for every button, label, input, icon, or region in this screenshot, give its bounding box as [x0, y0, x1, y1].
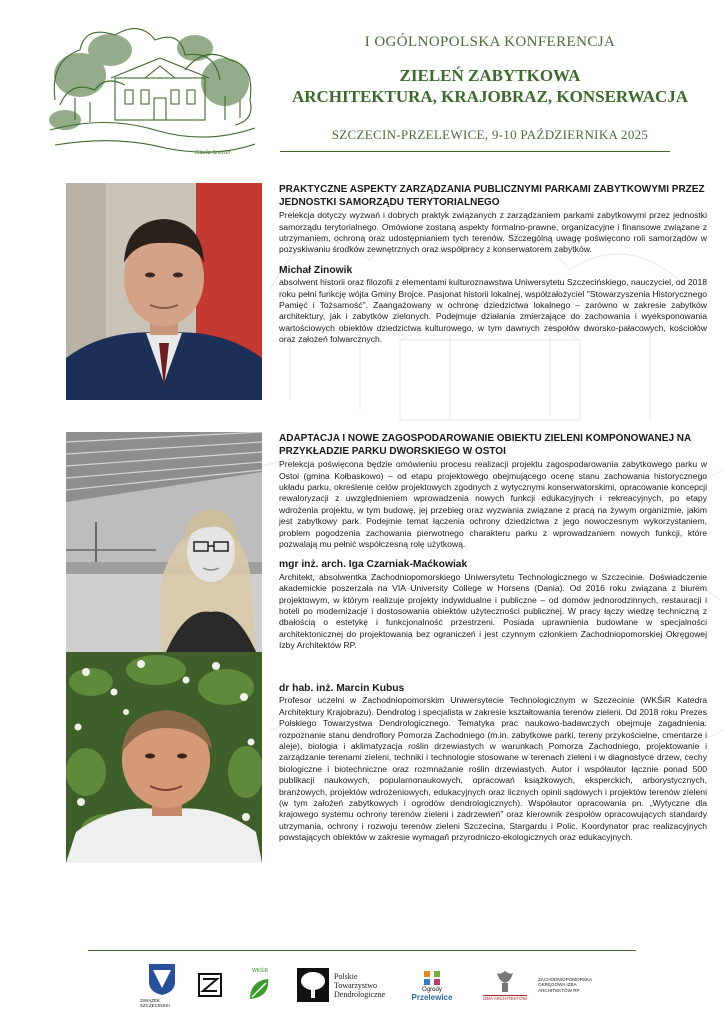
speaker-name: dr hab. inż. Marcin Kubus: [279, 683, 405, 694]
conference-title-line2: ARCHITEKTURA, KRAJOBRAZ, KONSERWACJA: [291, 87, 689, 106]
speaker-bio: absolwent historii oraz filozofii z elementami kulturoznawstwa Uniwersytetu Szczecińskiego, nauczyciel, od 2018 roku pełni funkcję wójta Gminy Brojce. Pasjonat historii lokalnej, współzałożyciel "Stowarzyszenia Historycznego Pamięć i Tożsamość". Zaangażowany w ochronę dziedzictwa lokalnego – zarówno w zakresie zabytków architektury, jak i zabytków zielonych. Podejmuje działania zmierzające do zachowania i wyeksponowania wartościowych obiektów dziedzictwa kulturowego, w tym dawnych zespołów dworsko-pałacowych, kościołów oraz założeń folwarcznych.: [279, 277, 707, 345]
speaker-bio: Profesor uczelni w Zachodniopomorskim Uniwersytecie Technologicznym w Szczecinie (WKŚiR Katedra Architektury Krajobrazu). Dendrolog i specjalista w zakresie kształtowania terenów zieleni. Od 2018 roku Prezes Polskiego Towarzystwa Dendrologicznego. Tematyka prac naukowo-badawczych obejmuje zagadnienia: rozpoznanie stanu dendroflory Pomorza Zachodniego (m.in. zabytkowe parki, tereny przykościelne, cmentarze i aleje), biologia i aklimatyzacja roślin drzewiastych w warunkach Pomorza Zachodniego, projektowanie i zarządzanie terenami zieleni, techniki i technologie stosowane w terenach zieleni i w diagnostyce drzew, cechy biologiczne i biotechniczne oraz rozmnażanie roślin drzewiastych. Autor i współautor łącznie ponad 500 publikacji naukowych, popularnonaukowych, opracowań książkowych, eksperckich, arborystycznych, branżowych, projektów wdrożeniowych, edukacyjnych oraz licznych opinii sądowych i projektów terenów zieleni (w tym założeń zabytkowych i ogrodów dendrologicznych). Współautor opracowania pn. „Wytyczne dla krajowego systemu ochrony terenów zieleni i zadrzewień” oraz kierownik zespołów opracowujących standardy utrzymania, ochrony i rozwoju terenów zieleni Szczecina, Stargardu i Polic. Koordynator prac realizacyjnych powstających obiektów w zakresie wymagań przyrodniczo-ekologicznych oraz edukacyjnych.: [279, 695, 707, 843]
eagle-emblem-icon: [494, 969, 516, 995]
talk-abstract: Prelekcja dotyczy wyzwań i dobrych praktyk związanych z zarządzaniem parkami zabytkowymi przez jednostki samorządu terytorialnego. Omówione zostaną aspekty formalno-prawne, organizacyjne i finansowe związane z utrzymaniem, ochroną oraz udostępnianiem tych terenów. Szczególną uwagę poświęcono roli samorządów w pozyskiwaniu środków zewnętrznych oraz współpracy z konserwatorem zabytków.: [279, 210, 707, 255]
shield-logo-icon: [147, 962, 177, 996]
footer-divider: [88, 950, 636, 951]
talk-title: PRAKTYCZNE ASPEKTY ZARZĄDZANIA PUBLICZNYMI PARKAMI ZABYTKOWYMI PRZEZ JEDNOSTKI SAMORZĄDU TERYTORIALNEGO: [279, 184, 705, 208]
logo-zwiazek: ZWIĄZEK SZCZECINSKI: [140, 962, 184, 1008]
logo-ogrody-przelewice: Ogrody Przelewice: [408, 962, 456, 1008]
sketch-signature: Gizela Szweter: [195, 150, 231, 156]
speaker-name: mgr inż. arch. Iga Czarniak-Maćkowiak: [279, 559, 468, 571]
header-divider: [280, 151, 670, 152]
talk-block-2: [279, 433, 707, 652]
leaf-logo-icon: [246, 975, 274, 1003]
logo-izba-architektow: IZBA ARCHITEKTÓW: [478, 962, 532, 1008]
logo-wksir: WKŚiR: [243, 962, 277, 1008]
speaker-photo-czarniak: [66, 432, 262, 652]
speaker-block-3: [279, 683, 707, 844]
conference-label: I OGÓLNOPOLSKA KONFERENCJA: [364, 34, 616, 50]
speaker-photo-zinowik: [66, 183, 262, 400]
zut-logo-icon: [198, 973, 222, 997]
talk-title: ADAPTACJA I NOWE ZAGOSPODAROWANIE OBIEKTU ZIELENI KOMPONOWANEJ NA PRZYKŁADZIE PARKU DWORSKIEGO W OSTOI: [279, 433, 691, 457]
logo-zoia-rp: ZACHODNIOPOMORSKA OKRĘGOWA IZBA ARCHITEKTÓW RP: [538, 977, 593, 993]
logo-ptd: Polskie Towarzystwo Dendrologiczne: [296, 962, 388, 1008]
talk-block-1: [279, 184, 707, 346]
conference-place-date: SZCZECIN-PRZELEWICE, 9-10 PAŹDZIERNIKA 2025: [331, 127, 649, 142]
tree-logo-icon: [296, 967, 330, 1003]
conference-title-line1: ZIELEŃ ZABYTKOWA: [399, 66, 581, 85]
speaker-name: Michał Zinowik: [279, 264, 353, 276]
talk-abstract: Prelekcja poświęcona będzie omówieniu procesu realizacji projektu zagospodarowania zabytkowego parku w Ostoi (gmina Kołbaskowo) – od etapu projektowego obejmującego ocenę stanu zachowania historycznego układu parku, określenie celów projektowych zgodnych z wytycznymi konserwatorskimi, opracowanie koncepcji rewaloryzacji z uwzględnieniem wprowadzenia nowych funkcji edukacyjnych i rekreacyjnych, po etapy wdrożenia projektu, w tym budowę, jej przebieg oraz wyzwania związane z pracą na żywym organizmie, jakim jest zabytkowy park. Podejmie temat łączenia ochrony dziedzictwa z jego nowoczesnym wykorzystaniem, problem pogodzenia zachowania pierwotnego charakteru parku z wprowadzaniem nowych funkcji, które pozwalają mu pełnić współczesną rolę użytkową.: [279, 459, 707, 550]
flower-logo-icon: [422, 969, 442, 987]
speaker-photo-kubus: [66, 652, 262, 863]
speaker-bio: Architekt, absolwentka Zachodniopomorskiego Uniwersytetu Technologicznego w Szczecinie. Doświadczenie akademickie poszerzała na VIA University College w Horsens (Dania). Od 2016 roku związana z biurem projektowym, w którym realizuje projekty indywidualne i publiczne – od domów jednorodzinnych, restauracji i hoteli po modernizacje i dostosowania obiektów użyteczności publicznej. W pracy łączy wiedzę techniczną z dbałością o estetykę i funkcjonalność przestrzeni. Posiada uprawnienia budowlane w specjalności architektonicznej do projektowania bez ograniczeń i jest czynnym członkiem Zachodniopomorskiej Okręgowej Izby Architektów RP.: [279, 571, 707, 651]
logo-zut: [196, 962, 224, 1008]
manor-park-sketch: [45, 20, 260, 162]
